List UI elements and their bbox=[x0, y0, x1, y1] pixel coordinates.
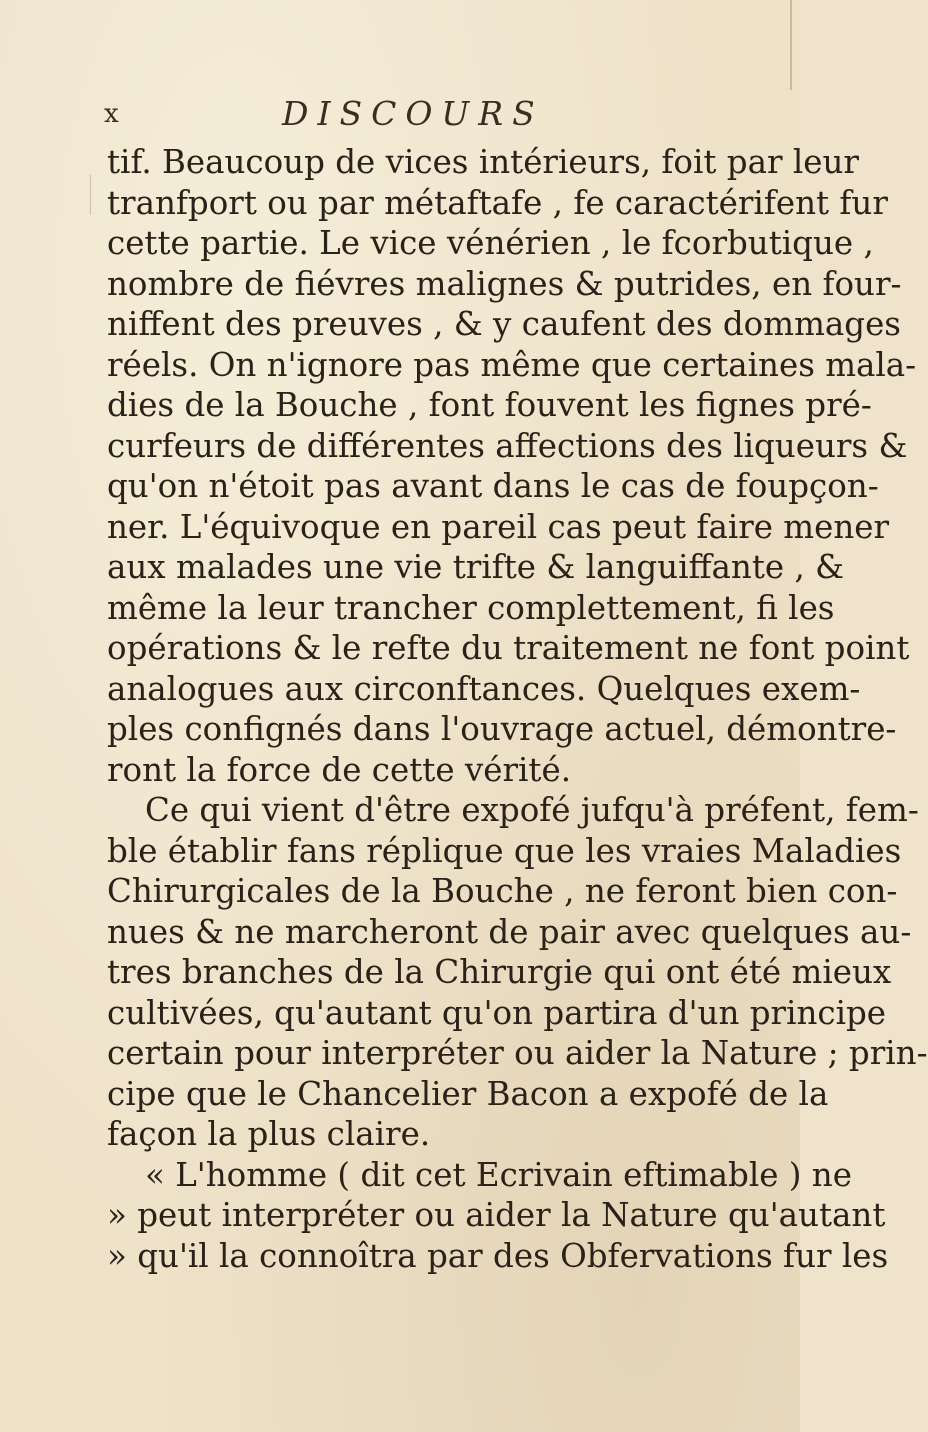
quote-line: » qu'il la connoîtra par des Obfervations fur les bbox=[107, 1236, 889, 1275]
page-number: x bbox=[104, 99, 119, 129]
text-line: réels. On n'ignore pas même que certaines mala- bbox=[107, 345, 917, 384]
text-line: niffent des preuves , & y caufent des dommages bbox=[107, 305, 901, 343]
text-line: nues & ne marcheront de pair avec quelques au- bbox=[107, 912, 912, 951]
text-line: cipe que le Chancelier Bacon a expofé de la bbox=[107, 1074, 829, 1113]
quote-line: » peut interpréter ou aider la Nature qu'autant bbox=[107, 1196, 886, 1234]
text-line: ner. L'équivoque en pareil cas peut faire mener bbox=[107, 507, 890, 546]
body-text bbox=[107, 142, 928, 1276]
page-header bbox=[0, 94, 800, 134]
text-line: même la leur trancher complettement, fi les bbox=[107, 588, 835, 627]
text-line: ples confignés dans l'ouvrage actuel, démontre- bbox=[107, 710, 897, 748]
margin-mark bbox=[90, 175, 91, 215]
text-line: ble établir fans réplique que les vraies Maladies bbox=[107, 831, 902, 870]
paper-edge-mark bbox=[790, 0, 792, 90]
text-line: dies de la Bouche , font fouvent les fignes pré- bbox=[107, 386, 872, 424]
text-line: aux malades une vie trifte & languiffante , & bbox=[107, 548, 845, 586]
text-line: tres branches de la Chirurgie qui ont été mieux bbox=[107, 953, 892, 991]
text-line: tranfport ou par métaftafe , fe caractérifent fur bbox=[107, 183, 888, 222]
text-line: certain pour interpréter ou aider la Nature ; prin- bbox=[107, 1034, 928, 1072]
text-line: nombre de fiévres malignes & putrides, en four- bbox=[107, 264, 902, 303]
quote-start-line: « L'homme ( dit cet Ecrivain eftimable ) ne bbox=[145, 1155, 852, 1194]
text-line: qu'on n'étoit pas avant dans le cas de foupçon- bbox=[107, 467, 879, 505]
text-line: Chirurgicales de la Bouche , ne feront bien con- bbox=[107, 872, 898, 910]
text-line: analogues aux circonftances. Quelques exem- bbox=[107, 669, 861, 708]
paragraph-end-line: ront la force de cette vérité. bbox=[107, 750, 572, 789]
running-head: DISCOURS bbox=[282, 94, 544, 133]
text-line: opérations & le refte du traitement ne font point bbox=[107, 629, 910, 667]
paragraph-start-line: Ce qui vient d'être expofé jufqu'à préfent, fem- bbox=[145, 791, 919, 829]
text-line: cultivées, qu'autant qu'on partira d'un principe bbox=[107, 993, 887, 1032]
paragraph-end-line: façon la plus claire. bbox=[107, 1115, 431, 1153]
text-line: cette partie. Le vice vénérien , le fcorbutique , bbox=[107, 224, 874, 262]
text-line: curfeurs de différentes affections des liqueurs & bbox=[107, 426, 908, 465]
text-line: tif. Beaucoup de vices intérieurs, foit par leur bbox=[107, 143, 859, 181]
